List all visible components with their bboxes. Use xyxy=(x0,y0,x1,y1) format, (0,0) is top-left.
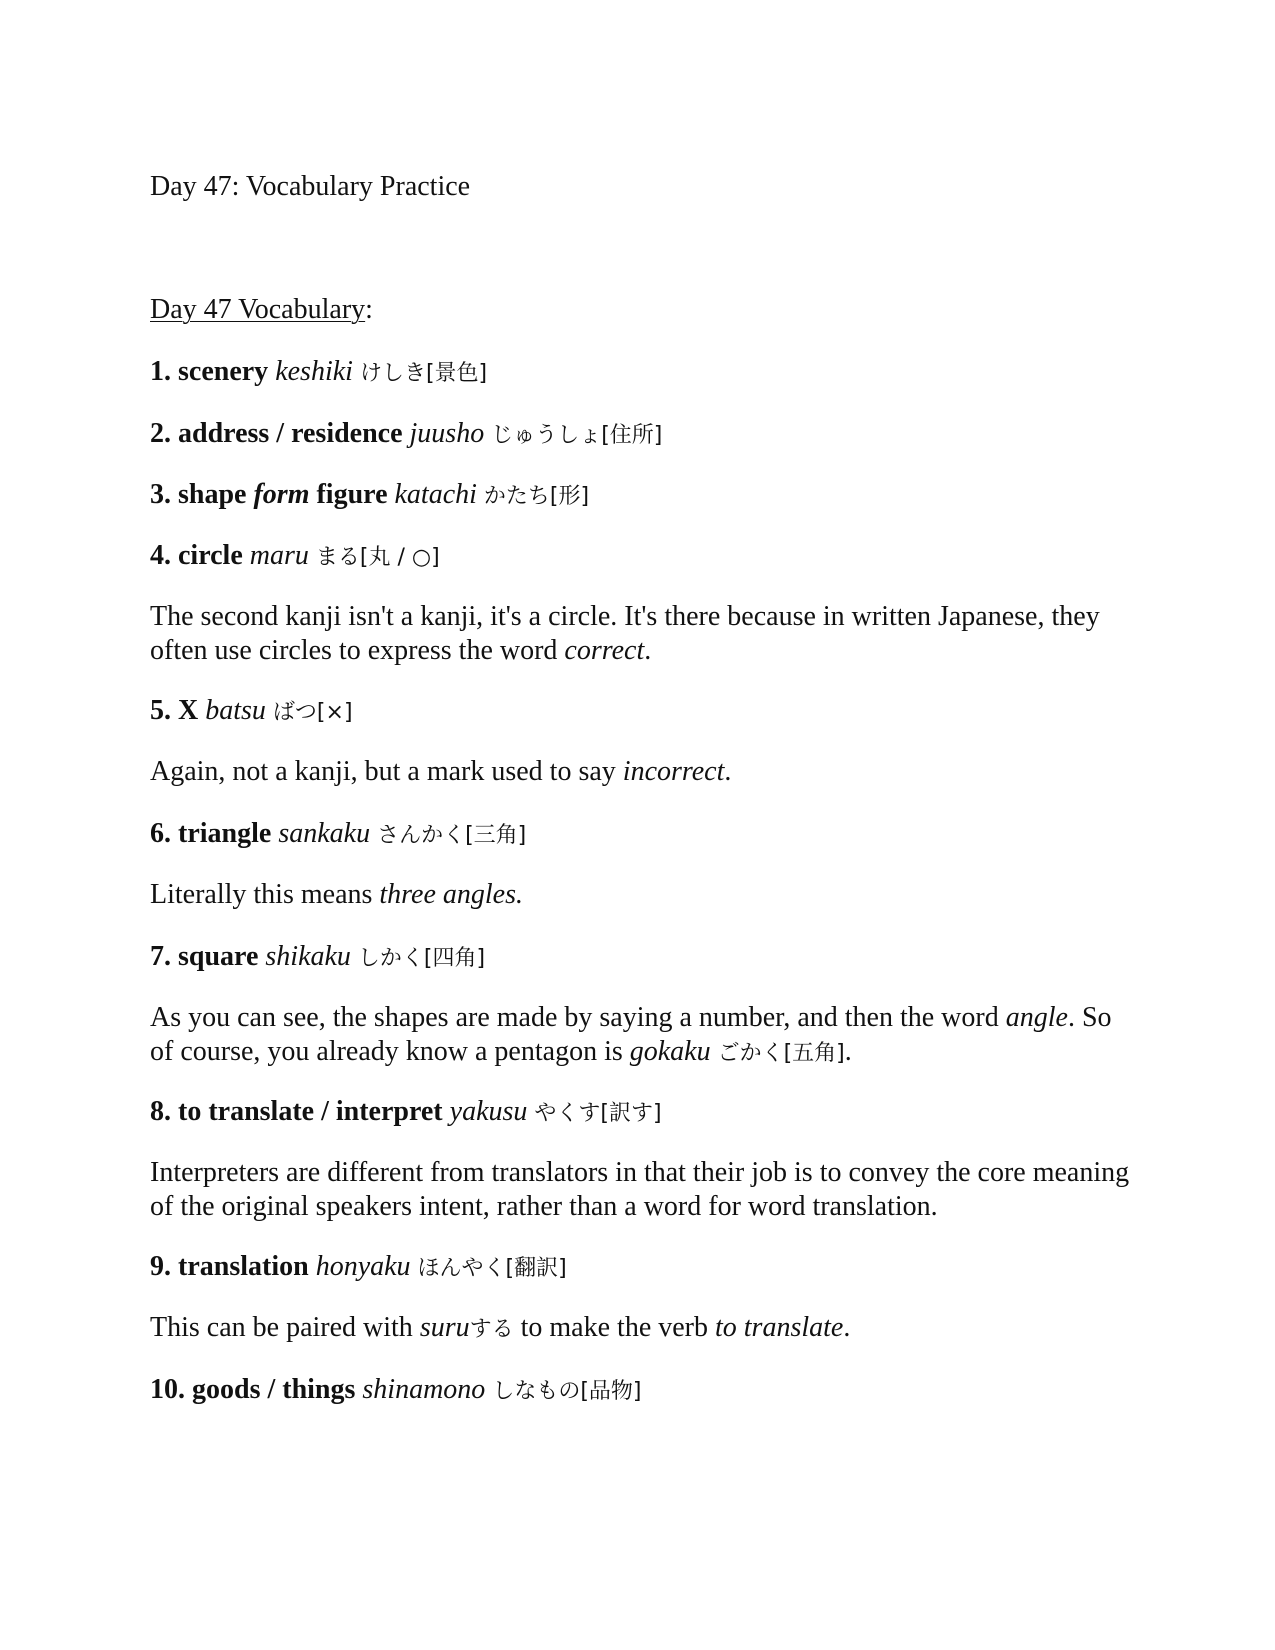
note-text: . xyxy=(844,1036,852,1067)
note-text: As you can see, the shapes are made by saying a number, and then the word xyxy=(150,1002,1006,1033)
note-text: Interpreters are different from translators in that their job is to convey the core meaning of the original speakers intent, rather than a word for word translation. xyxy=(150,1157,1130,1222)
entry-romaji: keshiki xyxy=(275,356,353,387)
vocab-entry-8 xyxy=(150,1095,662,1131)
entry-number: 10. xyxy=(150,1374,185,1405)
entry-kana: しなもの[品物] xyxy=(492,1379,642,1404)
entry-romaji: sankaku xyxy=(278,818,371,849)
entry-kana: まる[丸 / ○] xyxy=(315,545,440,570)
entry-english: address / residence xyxy=(178,418,403,449)
entry-english: triangle xyxy=(178,818,272,849)
entry-romaji: honyaku xyxy=(315,1251,411,1282)
entry-kana: けしき[景色] xyxy=(359,361,488,386)
entry-kana: しかく[四角] xyxy=(357,946,486,971)
note-text: The second kanji isn't a kanji, it's a circle. It's there because in written Japanese, they often use circles to express the word xyxy=(150,601,1100,666)
note-text: . So of course, you already know a pentagon is xyxy=(150,1002,1112,1067)
note-emphasis: to translate xyxy=(715,1312,844,1343)
entry-romaji: shinamono xyxy=(362,1374,486,1405)
entry-romaji: maru xyxy=(249,540,309,571)
entry-number: 5. xyxy=(150,695,171,726)
entry-number: 4. xyxy=(150,540,171,571)
note-text: to make the verb xyxy=(513,1312,715,1343)
note-triangle xyxy=(150,878,1130,912)
note-batsu xyxy=(150,755,1130,789)
entry-english: figure xyxy=(316,479,388,510)
note-emphasis: three angles. xyxy=(379,879,523,910)
entry-number: 6. xyxy=(150,818,171,849)
entry-romaji: juusho xyxy=(409,418,485,449)
entry-number: 3. xyxy=(150,479,171,510)
note-emphasis: correct xyxy=(564,635,645,666)
entry-romaji: shikaku xyxy=(265,941,351,972)
vocab-heading-text: Day 47 Vocabulary xyxy=(150,294,366,325)
vocab-entry-1 xyxy=(150,355,487,391)
note-square xyxy=(150,1001,1130,1071)
vocab-entry-2 xyxy=(150,417,662,453)
entry-english: goods / things xyxy=(192,1374,356,1405)
entry-kana: ばつ[×] xyxy=(272,700,353,725)
note-text: Literally this means xyxy=(150,879,380,910)
note-emphasis: incorrect xyxy=(622,756,725,787)
vocab-entry-7 xyxy=(150,940,485,976)
vocab-entry-9 xyxy=(150,1250,567,1286)
entry-number: 2. xyxy=(150,418,171,449)
note-text: This can be paired with xyxy=(150,1312,420,1343)
entry-kana: かたち[形] xyxy=(483,484,590,509)
entry-kana: さんかく[三角] xyxy=(377,823,527,848)
note-emphasis: gokaku xyxy=(629,1036,711,1067)
note-circle xyxy=(150,600,1130,668)
note-kana: する xyxy=(469,1317,514,1342)
vocab-entry-10 xyxy=(150,1373,641,1409)
note-translation xyxy=(150,1311,1130,1347)
entry-kana: やくす[訳す] xyxy=(534,1101,662,1126)
entry-english: circle xyxy=(178,540,243,571)
vocab-heading-colon: : xyxy=(365,294,373,325)
vocab-entry-4 xyxy=(150,539,440,575)
entry-romaji: katachi xyxy=(394,479,477,510)
entry-number: 9. xyxy=(150,1251,171,1282)
entry-kana: じゅうしょ[住所] xyxy=(491,423,663,448)
entry-number: 8. xyxy=(150,1096,171,1127)
entry-english-emph: form xyxy=(253,479,310,510)
entry-romaji: batsu xyxy=(205,695,266,726)
note-text: . xyxy=(843,1312,851,1343)
note-emphasis: suru xyxy=(419,1312,470,1343)
entry-english: X xyxy=(178,695,199,726)
note-kana: ごかく[五角] xyxy=(710,1041,845,1066)
note-text: . xyxy=(644,635,652,666)
vocab-entry-6 xyxy=(150,817,526,853)
entry-english: shape xyxy=(178,479,247,510)
vocab-entry-5 xyxy=(150,694,353,730)
page-title: Day 47: Vocabulary Practice xyxy=(150,171,471,202)
note-text: . xyxy=(724,756,732,787)
note-emphasis: angle xyxy=(1005,1002,1068,1033)
note-interpret xyxy=(150,1156,1130,1224)
vocab-entry-3 xyxy=(150,478,589,514)
entry-english: scenery xyxy=(178,356,269,387)
note-text: Again, not a kanji, but a mark used to say xyxy=(150,756,623,787)
entry-kana: ほんやく[翻訳] xyxy=(417,1256,567,1281)
vocab-heading xyxy=(150,293,373,327)
entry-english: to translate / interpret xyxy=(178,1096,443,1127)
entry-english: square xyxy=(178,941,259,972)
entry-english: translation xyxy=(178,1251,309,1282)
entry-number: 1. xyxy=(150,356,171,387)
entry-romaji: yakusu xyxy=(449,1096,528,1127)
entry-number: 7. xyxy=(150,941,171,972)
